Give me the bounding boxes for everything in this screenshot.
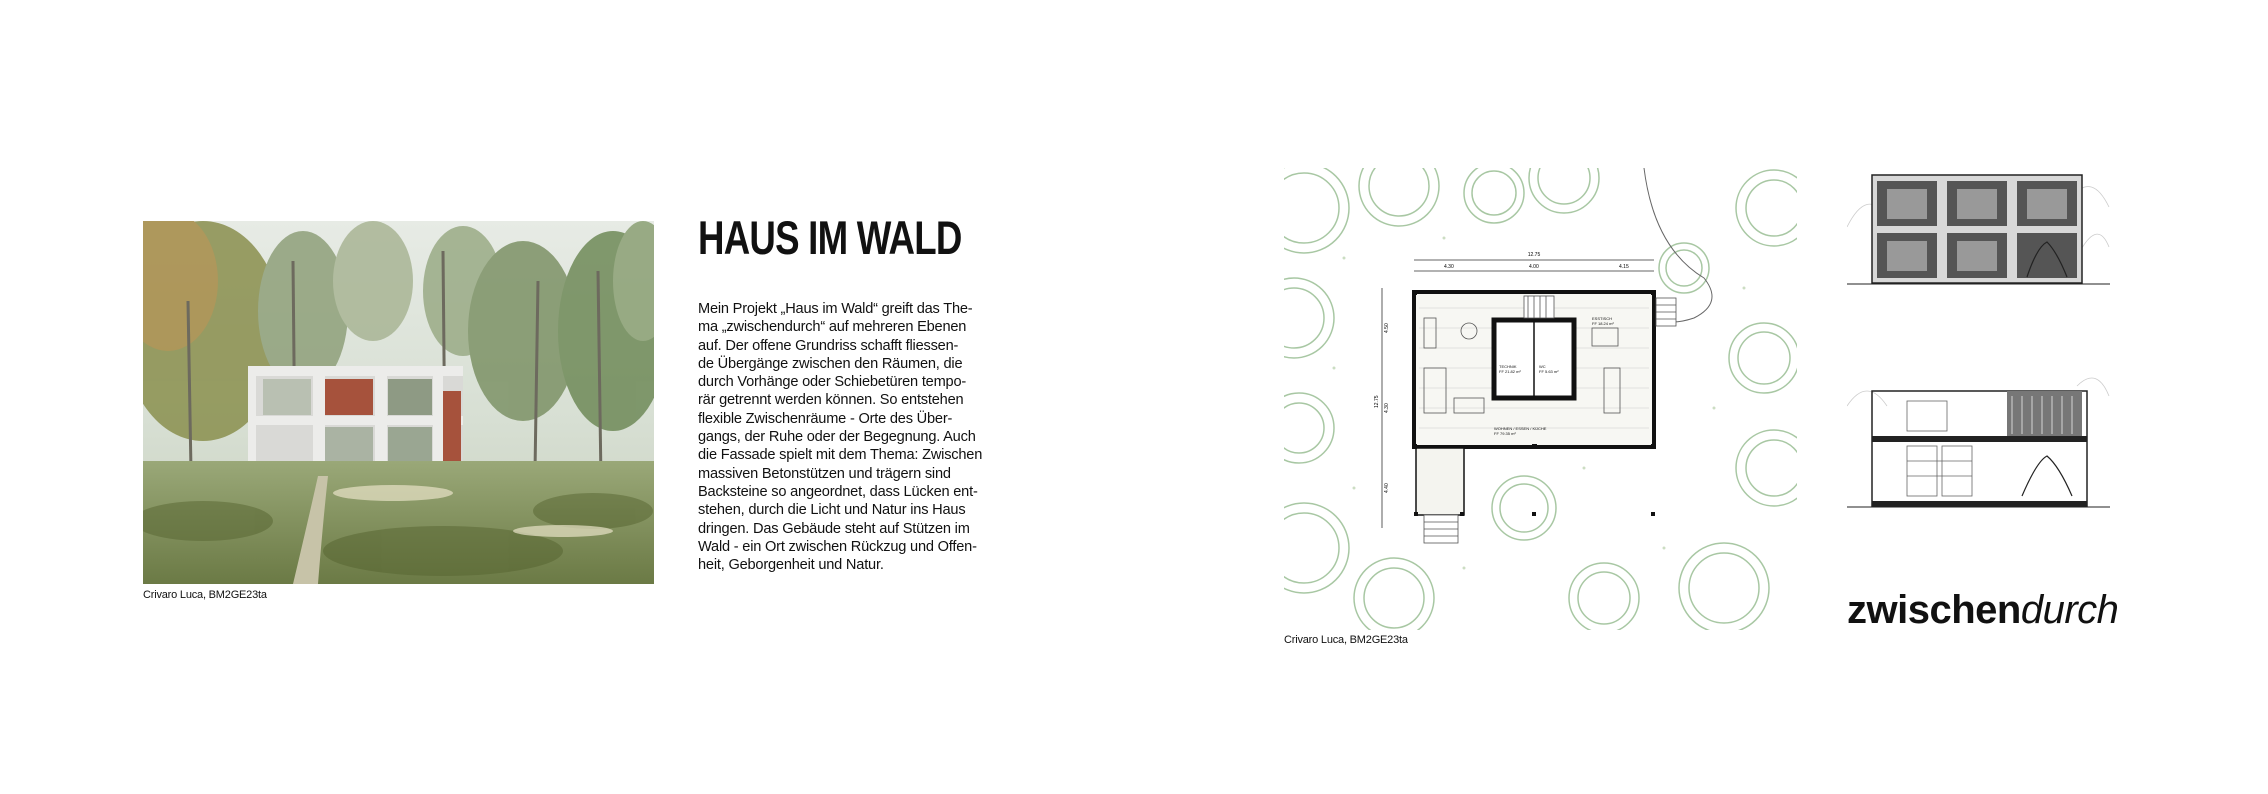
description-line: durch Vorhänge oder Schiebetüren tempo- xyxy=(698,374,967,391)
description-line: stehen, durch die Licht und Natur ins Haus xyxy=(698,502,966,519)
elevation-drawing xyxy=(1847,167,2110,288)
image-credit: Crivaro Luca, BM2GE23ta xyxy=(143,589,267,601)
description-line: ma „zwischendurch“ auf mehreren Ebenen xyxy=(698,319,967,336)
project-title: HAUS IM WALD xyxy=(698,211,962,264)
project-description xyxy=(698,300,1010,574)
theme-wordmark xyxy=(1847,588,2118,633)
description-line: die Fassade spielt mit dem Thema: Zwischen xyxy=(698,447,983,464)
plan-credit: Crivaro Luca, BM2GE23ta xyxy=(1284,634,1408,646)
room-area: FF 18.24 m² xyxy=(1592,321,1614,326)
dim-side-label: 12.75 xyxy=(1374,395,1380,408)
room-label: WC xyxy=(1539,364,1546,369)
description-line: massiven Betonstützen und trägern sind xyxy=(698,465,951,482)
dim-segment-label: 4.15 xyxy=(1619,264,1629,270)
facade-elevation xyxy=(1847,167,2110,288)
room-label: WOHNEN / ESSEN / KÜCHE xyxy=(1494,426,1547,431)
building-section xyxy=(1847,366,2110,513)
floor-plan-drawing xyxy=(1284,168,1797,630)
description-line: de Übergänge zwischen den Räumen, die xyxy=(698,355,963,372)
description-line: gangs, der Ruhe oder der Begegnung. Auch xyxy=(698,429,976,446)
description-line: auf. Der offene Grundriss schafft fliessen- xyxy=(698,337,959,354)
description-line: Backsteine so angeordnet, dass Lücken ent- xyxy=(698,483,978,500)
room-area: FF 79.35 m² xyxy=(1494,431,1516,436)
description-line: Mein Projekt „Haus im Wald“ greift das The- xyxy=(698,301,973,317)
description-line: Wald - ein Ort zwischen Rückzug und Offen- xyxy=(698,538,977,555)
room-area: FF 21.82 m² xyxy=(1499,369,1521,374)
description-line: dringen. Das Gebäude steht auf Stützen im xyxy=(698,520,970,537)
section-drawing xyxy=(1847,366,2110,513)
house-in-forest-rendering xyxy=(143,221,654,584)
dim-segment-label: 4.00 xyxy=(1529,264,1539,270)
description-line: heit, Geborgenheit und Natur. xyxy=(698,557,884,574)
dim-side-segment-label: 4.50 xyxy=(1384,323,1390,333)
floor-plan xyxy=(1284,168,1797,630)
dim-side-segment-label: 4.30 xyxy=(1384,403,1390,413)
description-line: flexible Zwischenräume - Orte des Über- xyxy=(698,410,953,427)
room-label: TECHNIK xyxy=(1499,364,1517,369)
dim-top-label: 12.75 xyxy=(1527,252,1541,258)
wordmark-italic: durch xyxy=(2020,588,2119,632)
rendering-graphic xyxy=(143,221,654,584)
wordmark-bold: zwischen xyxy=(1847,588,2021,632)
room-area: FF 5.63 m² xyxy=(1539,369,1559,374)
description-line: rär getrennt werden können. So entstehen xyxy=(698,392,964,409)
dim-segment-label: 4.30 xyxy=(1444,264,1454,270)
dim-side-segment-label: 4.40 xyxy=(1384,483,1390,493)
room-label: ESSTISCH xyxy=(1592,316,1613,321)
